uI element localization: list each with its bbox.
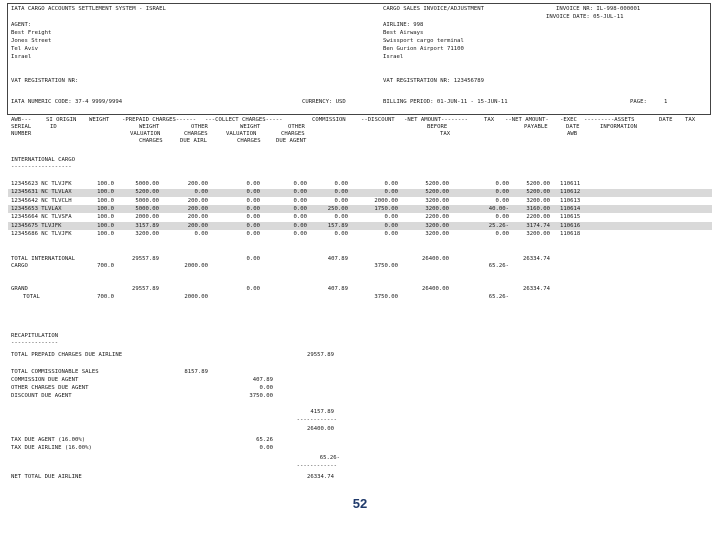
col-charges: CHARGES [139, 138, 163, 144]
cell-weight: 100.0 [97, 205, 114, 212]
col-prepaid-charges-sub: CHARGES [184, 131, 208, 137]
agent-country: Israel [11, 54, 32, 60]
section-title: INTERNATIONAL CARGO [11, 157, 75, 163]
cell-net-before-tax: 3200.00 [425, 205, 449, 212]
agent-street: Jones Street [11, 38, 52, 44]
grand-net-payable: 26334.74 [523, 286, 550, 292]
invoice-number: INVOICE NR: IL-998-000001 [556, 6, 641, 12]
total-intl-collect: 0.00 [246, 256, 260, 262]
col-prepaid-other: OTHER [191, 124, 208, 130]
agent-name: Best Freight [11, 30, 52, 36]
cell-collect-other: 0.00 [293, 214, 307, 221]
total-cargo-discount: 3750.00 [374, 263, 398, 269]
col-collect-valuation: VALUATION [226, 131, 257, 137]
col-awb-2: AWB [567, 131, 578, 137]
col-tax: TAX [484, 117, 495, 123]
recap-separator-1: ------------ [296, 417, 337, 423]
agent-label: AGENT: [11, 22, 32, 28]
iata-code: IATA NUMERIC CODE: 37-4 9999/9994 [11, 99, 123, 105]
airline-vat: VAT REGISTRATION NR: 123456789 [383, 78, 485, 84]
col-information: INFORMATION [600, 124, 638, 130]
cell-collect-other: 0.00 [293, 205, 307, 212]
cell-discount: 0.00 [384, 181, 398, 187]
cell-weight: 100.0 [97, 181, 114, 187]
cell-prepaid: 5200.00 [135, 189, 159, 196]
recap-discount-value: 3750.00 [249, 393, 273, 399]
airline-name: Best Airways [383, 30, 424, 36]
col-prepaid-charges: -PREPAID CHARGES------ [122, 117, 197, 123]
cell-net-payable: 5200.00 [526, 189, 550, 196]
recap-commission-label: COMMISSION DUE AGENT [11, 377, 79, 383]
cell-commission: 0.00 [334, 214, 348, 221]
cell-other: 0.00 [194, 230, 208, 237]
cell-collect: 0.00 [246, 205, 260, 212]
cell-discount: 1750.00 [374, 205, 398, 212]
cell-commission: 0.00 [334, 197, 348, 204]
cell-prepaid: 3200.00 [135, 230, 159, 237]
cell-discount: 0.00 [384, 230, 398, 237]
col-discount: --DISCOUNT [361, 117, 395, 123]
cell-commission: 0.00 [334, 181, 348, 187]
recap-discount-label: DISCOUNT DUE AGENT [11, 393, 72, 399]
col-collect-charges-sub: CHARGES [281, 131, 305, 137]
col-charges-2: CHARGES [237, 138, 261, 144]
recap-commissionable-value: 8157.89 [184, 369, 208, 375]
recap-net-value: 26334.74 [307, 474, 334, 480]
agent-vat: VAT REGISTRATION NR: [11, 78, 79, 84]
total-cargo-other: 2000.00 [184, 263, 208, 269]
cell-discount: 2000.00 [374, 197, 398, 204]
cell-awb: 12345642 NC TLVCLH [11, 197, 72, 204]
cell-other: 200.00 [187, 214, 208, 221]
billing-period: BILLING PERIOD: 01-JUN-11 - 15-JUN-11 [383, 99, 508, 105]
airline-label: AIRLINE: 998 [383, 22, 424, 28]
cell-weight: 100.0 [97, 222, 114, 229]
col-before: BEFORE [427, 124, 448, 130]
cell-collect: 0.00 [246, 181, 260, 187]
cell-exec: 110613 [560, 197, 581, 204]
cell-collect: 0.00 [246, 230, 260, 237]
cell-prepaid: 5000.00 [135, 181, 159, 187]
page-number: 52 [352, 496, 368, 511]
total-cargo-weight: 700.0 [97, 263, 114, 269]
airline-airport: Ben Gurion Airport 71100 [383, 46, 464, 52]
recap-subtotal-3: 65.26- [319, 455, 340, 461]
col-tax-2: TAX [685, 117, 696, 123]
cell-net-payable: 2200.00 [526, 214, 550, 221]
cell-commission: 0.00 [334, 189, 348, 196]
col-number: NUMBER [11, 131, 32, 137]
recap-separator-2: ------------ [296, 463, 337, 469]
col-exec: -EXEC [560, 117, 577, 123]
cell-tax: 0.00 [495, 197, 509, 204]
cell-other: 200.00 [187, 222, 208, 229]
cell-tax: 0.00 [495, 214, 509, 221]
cell-collect-other: 0.00 [293, 181, 307, 187]
cell-collect-other: 0.00 [293, 230, 307, 237]
grand-total-label: TOTAL [23, 294, 40, 300]
page-value: 1 [664, 99, 668, 105]
grand-label: GRAND [11, 286, 28, 292]
cell-net-payable: 3160.00 [526, 205, 550, 212]
col-commission: COMMISSION [312, 117, 346, 123]
cell-other: 200.00 [187, 197, 208, 204]
cell-collect-other: 0.00 [293, 222, 307, 229]
recap-commission-value: 407.89 [252, 377, 273, 383]
col-collect-other: OTHER [288, 124, 305, 130]
col-id: ID [50, 124, 57, 130]
recap-other-value: 0.00 [259, 385, 273, 391]
cell-discount: 0.00 [384, 222, 398, 229]
system-title: IATA CARGO ACCOUNTS SETTLEMENT SYSTEM - ISRAEL [11, 6, 166, 12]
recap-title: RECAPITULATION [11, 333, 59, 339]
cell-prepaid: 2000.00 [135, 214, 159, 221]
total-intl-commission: 407.89 [327, 256, 348, 262]
cell-collect-other: 0.00 [293, 197, 307, 204]
cell-commission: 250.00 [327, 205, 348, 212]
currency: CURRENCY: USD [302, 99, 346, 105]
cell-prepaid: 5000.00 [135, 205, 159, 212]
col-prepaid-valuation: VALUATION [130, 131, 161, 137]
grand-commission: 407.89 [327, 286, 348, 292]
recap-rule: -------------- [11, 340, 59, 346]
col-due-airl: DUE AIRL [180, 138, 207, 144]
col-net-amount: -NET AMOUNT-------- [404, 117, 468, 123]
document-title: CARGO SALES INVOICE/ADJUSTMENT [383, 6, 485, 12]
cell-exec: 110611 [560, 181, 581, 187]
grand-weight: 700.0 [97, 294, 114, 300]
recap-subtotal-1: 4157.89 [310, 409, 334, 415]
invoice-date: INVOICE DATE: 05-JUL-11 [546, 14, 624, 20]
cell-prepaid: 5000.00 [135, 197, 159, 204]
total-intl-net-before-tax: 26400.00 [422, 256, 449, 262]
col-net-payable: --NET AMOUNT- [505, 117, 549, 123]
col-si-origin: SI ORIGIN [46, 117, 77, 123]
col-prepaid-weight: WEIGHT [139, 124, 160, 130]
cell-discount: 0.00 [384, 214, 398, 221]
cell-exec: 110614 [560, 205, 581, 212]
cell-collect: 0.00 [246, 197, 260, 204]
cell-tax: 0.00 [495, 181, 509, 187]
cell-exec: 110616 [560, 222, 581, 229]
cell-other: 200.00 [187, 181, 208, 187]
recap-other-label: OTHER CHARGES DUE AGENT [11, 385, 89, 391]
col-due-agent: DUE AGENT [276, 138, 307, 144]
grand-discount: 3750.00 [374, 294, 398, 300]
recap-tax-agent-value: 65.26 [256, 437, 273, 443]
grand-other: 2000.00 [184, 294, 208, 300]
cell-tax: 0.00 [495, 230, 509, 237]
cell-net-payable: 3200.00 [526, 230, 550, 237]
cell-other: 0.00 [194, 189, 208, 196]
cell-net-payable: 3174.74 [526, 222, 550, 229]
cell-awb: 12345653 TLVLAX [11, 205, 62, 212]
cell-exec: 110612 [560, 189, 581, 196]
recap-subtotal-2: 26400.00 [307, 426, 334, 432]
cell-tax: 25.26- [488, 222, 509, 229]
total-cargo-label: CARGO [11, 263, 28, 269]
cell-collect: 0.00 [246, 189, 260, 196]
cell-exec: 110615 [560, 214, 581, 221]
cell-weight: 100.0 [97, 214, 114, 221]
total-intl-prepaid: 29557.89 [132, 256, 159, 262]
total-international-label: TOTAL INTERNATIONAL [11, 256, 75, 262]
cell-awb: 12345623 NC TLVJFK [11, 181, 72, 187]
cell-net-before-tax: 2200.00 [425, 214, 449, 221]
cell-tax: 40.00- [488, 205, 509, 212]
cell-tax: 0.00 [495, 189, 509, 196]
recap-tax-airline-label: TAX DUE AIRLINE (16.00%) [11, 445, 92, 451]
cell-other: 200.00 [187, 205, 208, 212]
cell-commission: 0.00 [334, 230, 348, 237]
cell-net-payable: 5200.00 [526, 181, 550, 187]
recap-prepaid-value: 29557.89 [307, 352, 334, 358]
col-assets: ---------ASSETS [584, 117, 635, 123]
cell-awb: 12345675 TLVJFK [11, 222, 62, 229]
grand-tax: 65.26- [488, 294, 509, 300]
cell-net-before-tax: 5200.00 [425, 181, 449, 187]
cell-net-before-tax: 3200.00 [425, 222, 449, 229]
col-awb: AWB--- [11, 117, 32, 123]
grand-net-before-tax: 26400.00 [422, 286, 449, 292]
cell-weight: 100.0 [97, 230, 114, 237]
cell-weight: 100.0 [97, 189, 114, 196]
col-collect-charges: ---COLLECT CHARGES----- [205, 117, 283, 123]
cell-awb: 12345631 NC TLVLAX [11, 189, 72, 196]
cell-net-before-tax: 3200.00 [425, 230, 449, 237]
cell-net-before-tax: 3200.00 [425, 197, 449, 204]
cell-awb: 12345664 NC TLVSFA [11, 214, 72, 221]
recap-prepaid-label: TOTAL PREPAID CHARGES DUE AIRLINE [11, 352, 123, 358]
cell-collect: 0.00 [246, 222, 260, 229]
cell-commission: 157.89 [327, 222, 348, 229]
col-serial: SERIAL [11, 124, 32, 130]
cell-collect-other: 0.00 [293, 189, 307, 196]
cell-prepaid: 3157.89 [135, 222, 159, 229]
grand-prepaid: 29557.89 [132, 286, 159, 292]
recap-tax-airline-value: 0.00 [259, 445, 273, 451]
agent-city: Tel Aviv [11, 46, 38, 52]
page-label: PAGE: [630, 99, 647, 105]
airline-country: Israel [383, 54, 404, 60]
col-exec-date: DATE [566, 124, 580, 130]
cell-discount: 0.00 [384, 189, 398, 196]
cell-awb: 12345686 NC TLVJFK [11, 230, 72, 237]
cell-net-payable: 3200.00 [526, 197, 550, 204]
col-payable: PAYABLE [524, 124, 548, 130]
total-cargo-tax: 65.26- [488, 263, 509, 269]
cell-weight: 100.0 [97, 197, 114, 204]
total-intl-net-payable: 26334.74 [523, 256, 550, 262]
cell-exec: 110618 [560, 230, 581, 237]
col-weight: WEIGHT [89, 117, 110, 123]
section-rule: ------------------ [11, 164, 72, 170]
cell-collect: 0.00 [246, 214, 260, 221]
grand-collect: 0.00 [246, 286, 260, 292]
airline-terminal: Swissport cargo terminal [383, 38, 464, 44]
recap-tax-agent-label: TAX DUE AGENT (16.00%) [11, 437, 86, 443]
recap-net-label: NET TOTAL DUE AIRLINE [11, 474, 82, 480]
col-collect-weight: WEIGHT [240, 124, 261, 130]
recap-commissionable-label: TOTAL COMMISSIONABLE SALES [11, 369, 99, 375]
cell-net-before-tax: 5200.00 [425, 189, 449, 196]
col-net-tax: TAX [440, 131, 451, 137]
col-date: DATE [659, 117, 673, 123]
